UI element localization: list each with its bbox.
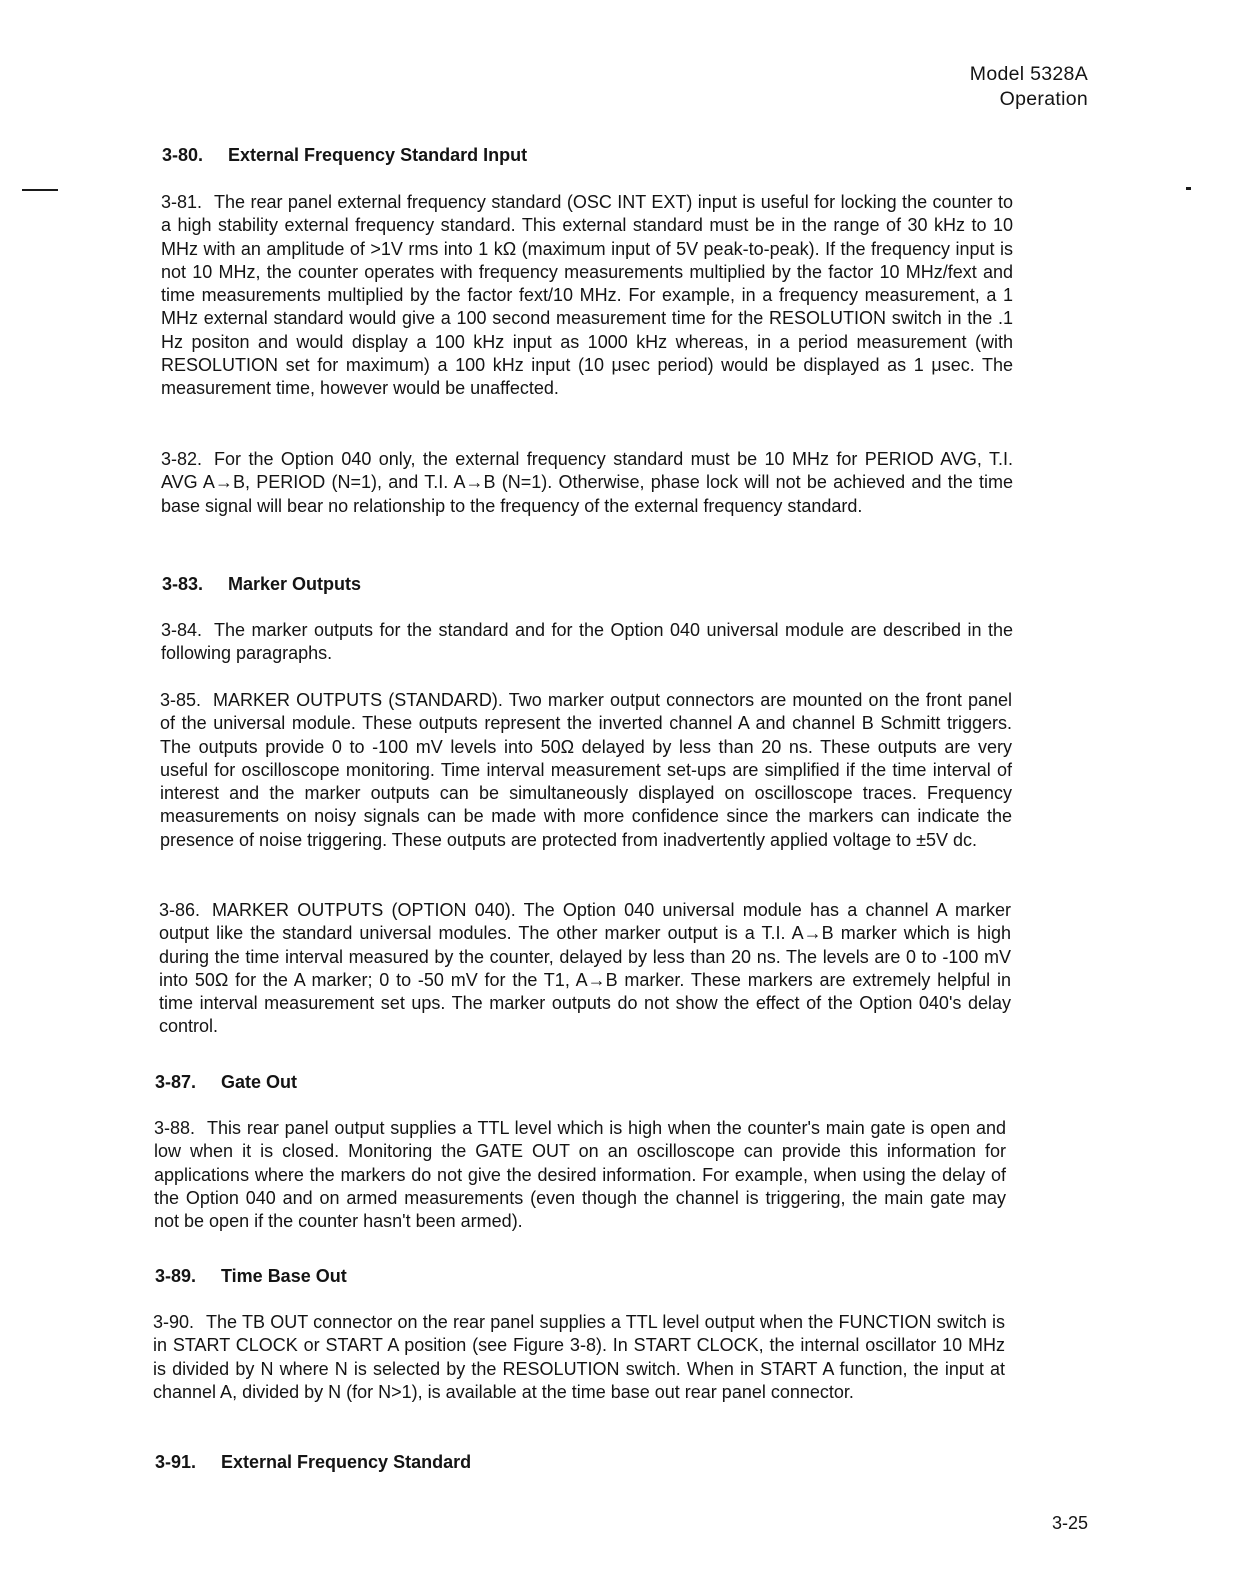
heading-title: Gate Out xyxy=(221,1072,298,1092)
heading-3-83 xyxy=(162,573,1014,595)
paragraph-number: 3-85. xyxy=(160,690,202,710)
paragraph-number: 3-81. xyxy=(161,192,203,212)
paragraph-text: For the Option 040 only, the external frequency standard must be 10 MHz for PERIOD AVG, T.I. AVG A→B, PERIOD (N=1), and T.I. A→B (N=1). Otherwise, phase lock will not be achieved and the time base signal will bear no relationship to the frequency of the external frequency standard. xyxy=(161,449,1013,516)
paragraph-text: MARKER OUTPUTS (OPTION 040). The Option 040 universal module has a channel A marker output like the standard universal modules. The other marker output is a T.I. A→B marker which is high during the time interval measured by the counter, delayed by less than 20 ns. The levels are 0 to -100 mV into 50Ω for the A marker; 0 to -50 mV for the T1, A→B marker. These markers are extremely helpful in time interval measurement set ups. The marker outputs do not show the effect of the Option 040's delay control. xyxy=(159,900,1011,1037)
heading-number: 3-83. xyxy=(162,574,204,594)
page-number: 3-25 xyxy=(1051,1513,1088,1533)
paragraph-3-82 xyxy=(161,448,1013,518)
margin-dot-mark xyxy=(1186,187,1191,190)
heading-title: External Frequency Standard Input xyxy=(228,145,528,165)
paragraph-number: 3-84. xyxy=(161,620,203,640)
paragraph-text: MARKER OUTPUTS (STANDARD). Two marker output connectors are mounted on the front panel of the universal module. These outputs represent the inverted channel A and channel B Schmitt triggers. The outputs provide 0 to -100 mV levels into 50Ω delayed by less than 20 ns. These outputs are very useful for oscilloscope monitoring. Time interval measurement set-ups are simplified if the time interval of interest and the marker outputs can be simultaneously displayed on oscilloscope traces. Frequency measurements on noisy signals can be made with more confidence since the markers can indicate the presence of noise triggering. These outputs are protected from inadvertently applied voltage to ±5V dc. xyxy=(160,690,1012,850)
heading-3-89 xyxy=(155,1265,1007,1287)
heading-number: 3-89. xyxy=(155,1266,197,1286)
paragraph-number: 3-88. xyxy=(154,1118,196,1138)
heading-number: 3-80. xyxy=(162,145,204,165)
paragraph-3-90 xyxy=(153,1311,1005,1404)
page-header xyxy=(970,62,1088,112)
paragraph-3-88 xyxy=(154,1117,1006,1233)
paragraph-number: 3-86. xyxy=(159,900,201,920)
paragraph-3-86 xyxy=(159,899,1011,1039)
heading-title: Time Base Out xyxy=(221,1266,347,1286)
header-section: Operation xyxy=(999,88,1088,110)
paragraph-text: The marker outputs for the standard and for the Option 040 universal module are described in the following paragraphs. xyxy=(161,620,1013,664)
paragraph-text: The TB OUT connector on the rear panel supplies a TTL level output when the FUNCTION switch is in START CLOCK or START A position (see Figure 3-8). In START CLOCK, the internal oscillator 10 MHz is divided by N where N is selected by the RESOLUTION switch. When in START A function, the input at channel A, divided by N (for N>1), is available at the time base out rear panel connector. xyxy=(153,1312,1005,1402)
paragraph-text: The rear panel external frequency standard (OSC INT EXT) input is useful for locking the counter to a high stability external frequency standard. This external standard must be in the range of 30 kHz to 10 MHz with an amplitude of >1V rms into 1 kΩ (maximum input of 5V peak-to-peak). If the frequency input is not 10 MHz, the counter operates with frequency measurements multiplied by the factor 10 MHz/fext and time measurements multiplied by the factor fext/10 MHz. For example, in a frequency measurement, a 1 MHz external standard would give a 100 second measurement time for the RESOLUTION switch in the .1 Hz positon and would display a 100 kHz input as 1000 kHz whereas, in a period measurement (with RESOLUTION set for maximum) a 100 kHz input (10 μsec period) would be displayed as 1 μsec. The measurement time, however would be unaffected. xyxy=(161,192,1014,399)
heading-number: 3-91. xyxy=(155,1452,197,1472)
heading-3-80 xyxy=(162,144,1014,166)
heading-number: 3-87. xyxy=(155,1072,197,1092)
paragraph-number: 3-82. xyxy=(161,449,203,469)
paragraph-3-81 xyxy=(161,191,1013,401)
heading-3-87 xyxy=(155,1071,1007,1093)
paragraph-3-84 xyxy=(161,619,1013,666)
heading-title: External Frequency Standard xyxy=(221,1452,472,1472)
paragraph-number: 3-90. xyxy=(153,1312,195,1332)
margin-change-bar xyxy=(22,189,58,191)
heading-title: Marker Outputs xyxy=(228,574,362,594)
paragraph-text: This rear panel output supplies a TTL level which is high when the counter's main gate is open and low when it is closed. Monitoring the GATE OUT on an oscilloscope can provide this information for applications where the markers do not give the desired information. For example, when using the delay of the Option 040 and on armed measurements (even though the channel is triggering, the main gate may not be open if the counter hasn't been armed). xyxy=(154,1118,1006,1232)
heading-3-91 xyxy=(155,1451,1007,1473)
paragraph-3-85 xyxy=(160,689,1012,852)
header-model: Model 5328A xyxy=(969,63,1088,85)
